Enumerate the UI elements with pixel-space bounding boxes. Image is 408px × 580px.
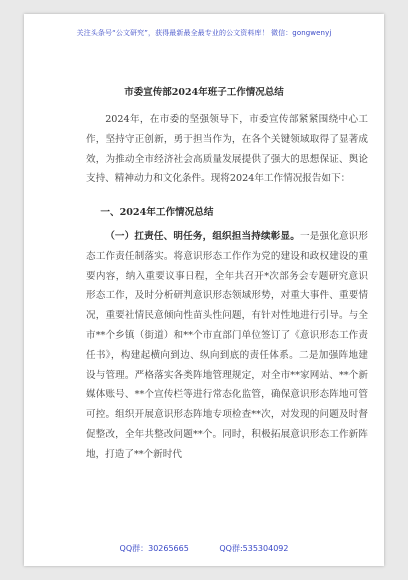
paragraph-heading: （一）扛责任、明任务，组织担当持续彰显。 — [105, 230, 300, 242]
footer — [24, 543, 384, 554]
body-paragraph — [86, 227, 368, 465]
intro-paragraph: 2024年，在市委的坚强领导下，市委宣传部紧紧围绕中心工作，坚持守正创新，勇于担当作为，在各个关键领域取得了显著成效，为推动全市经济社会高质量发展提供了强大的思想保证、舆论支持、精神动力和文化条件。现将2024年工作情况报告如下： — [86, 114, 368, 185]
document-body — [86, 110, 368, 465]
section-heading: 一、2024年工作情况总结 — [100, 207, 214, 219]
footer-qq-group-2: QQ群:535304092 — [219, 544, 289, 553]
document-page — [24, 14, 384, 566]
header-note: 关注头条号“公文研究”，获得最新最全最专业的公文资料库！ 微信：gongwenyj — [76, 29, 332, 37]
footer-qq-group-1: QQ群：30265665 — [119, 544, 189, 553]
paragraph-text: 一是强化意识形态工作责任制落实。将意识形态工作作为党的建设和政权建设的重要内容，纳入重要议事日程，全年共召开*次部务会专题研究意识形态工作，及时分析研判意识形态领域形势，对重大事件、重要情况，重要社情民意倾向性苗头性问题，有针对性地进行引导。与全市**个乡镇（街道）和**个市直部门单位签订了《意识形态工作责任书》，构建起横向到边、纵向到底的责任体系。二是加强阵地建设与管理。严格落实各类阵地管理规定，对全市**家网站、**个新媒体账号、**个宣传栏等进行常态化监管，确保意识形态阵地可管可控。组织开展意识形态阵地专项检查**次，对发现的问题及时督促整改，全年共整改问题**个。同时，积极拓展意识形态工作新阵地，打造了**个新时代 — [86, 230, 369, 460]
document-title: 市委宣传部2024年班子工作情况总结 — [124, 87, 284, 98]
